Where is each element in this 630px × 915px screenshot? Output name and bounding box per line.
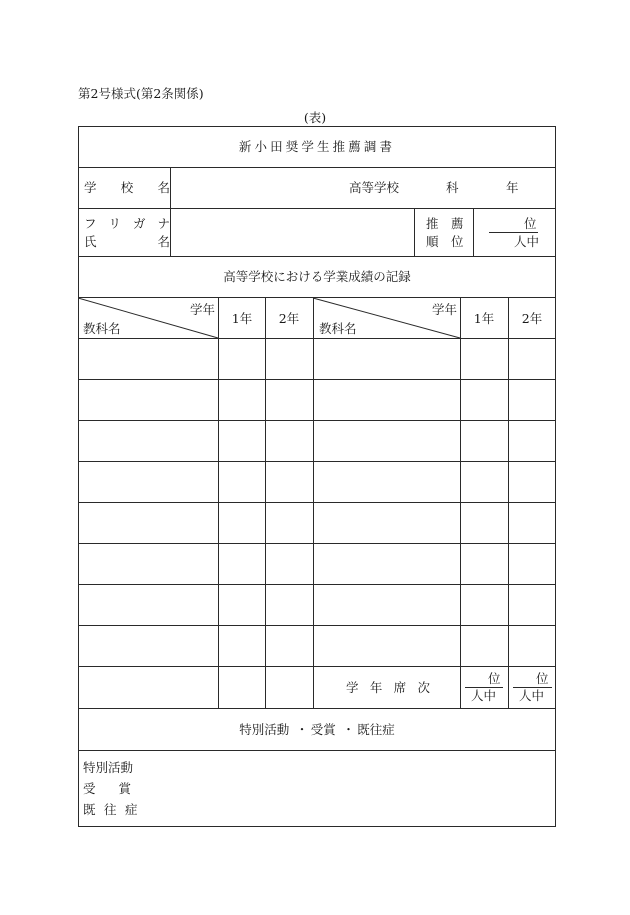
activities-section-title: 特別活動 ・受賞 ・既往症 (239, 722, 395, 737)
subject-header-left: 教科名 (83, 321, 121, 336)
form-title: 新小田奨学生推薦調書 (238, 139, 396, 154)
school-name-label: 学 校 名 (84, 180, 170, 195)
year-1-header-left: 1年 (231, 311, 253, 326)
class-rank-year1-count-unit: 人中 (471, 688, 497, 703)
grade-header-right: 学年 (432, 302, 458, 317)
student-name-label: 氏 名 (84, 234, 170, 249)
school-type-label: 高等学校 (349, 180, 400, 195)
grade-label: 年 (506, 180, 519, 195)
furigana-label: フ リ ガ ナ (84, 216, 170, 231)
year-2-header-right: 2年 (521, 311, 543, 326)
recommend-rank-label: 順 位 (426, 234, 464, 249)
front-side-label: (表) (303, 110, 327, 125)
class-rank-year2-unit: 位 (536, 671, 549, 686)
recommend-label: 推 薦 (426, 216, 464, 231)
form-number-label: 第2号様式(第2条関係) (78, 86, 204, 101)
awards-label: 受 賞 (83, 781, 131, 796)
recommend-count-unit: 人中 (514, 234, 540, 249)
year-2-header-left: 2年 (278, 311, 300, 326)
class-rank-label: 学 年 席 次 (346, 680, 430, 695)
department-label: 科 (446, 180, 459, 195)
recommendation-form (78, 126, 556, 827)
grade-header-left: 学年 (190, 302, 216, 317)
medical-history-label: 既 往 症 (83, 802, 140, 817)
special-activities-label: 特別活動 (83, 760, 134, 775)
grades-section-title: 高等学校における学業成績の記録 (223, 269, 411, 284)
subject-header-right: 教科名 (319, 321, 357, 336)
year-1-header-right: 1年 (473, 311, 495, 326)
class-rank-year1-unit: 位 (488, 671, 501, 686)
recommend-rank-unit: 位 (524, 216, 537, 231)
class-rank-year2-count-unit: 人中 (519, 688, 545, 703)
